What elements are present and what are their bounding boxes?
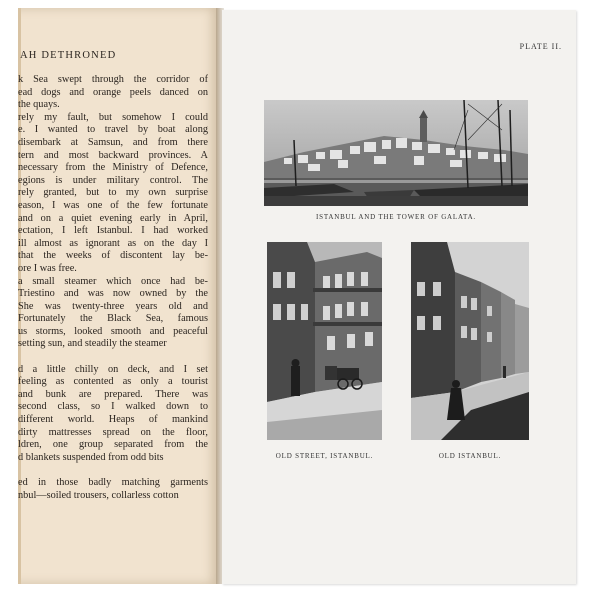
- text-line: ldren, one group separated from the: [18, 439, 208, 451]
- text-line: tern and most backward provinces. A: [18, 149, 208, 161]
- right-page: [222, 10, 576, 584]
- text-line: She was twenty-three years old and: [18, 300, 208, 312]
- text-line: rely my fault, but somehow I could: [18, 111, 208, 123]
- text-line: Triestino and was now owned by the: [18, 288, 208, 300]
- text-line: dirty mattresses spread on the floor,: [18, 426, 208, 438]
- paragraph-gap: [18, 351, 208, 364]
- text-line: feeling as contented as only a tourist: [18, 376, 208, 388]
- text-line: a small steamer which once had be-: [18, 275, 208, 287]
- photo-galata-image: [264, 100, 528, 206]
- text-line: d blankets suspended from odd bits: [18, 451, 164, 463]
- photo-old-istanbul: [411, 242, 529, 440]
- text-line: nbul—soiled trousers, collarless cotton: [18, 489, 179, 501]
- text-line: the quays.: [18, 99, 60, 111]
- text-line: different world. Heaps of mankind: [18, 414, 208, 426]
- caption-galata: ISTANBUL AND THE TOWER OF GALATA.: [316, 213, 476, 221]
- text-line: ill almost as ignorant as on the day I: [18, 237, 208, 249]
- photo-galata-panorama: [264, 100, 528, 206]
- text-line: e. I wanted to travel by boat along: [18, 124, 208, 136]
- text-line: and bunk are prepared. There was: [18, 388, 208, 400]
- text-line: necessary from the Ministry of Defence,: [18, 162, 208, 174]
- text-line: ectation, I left Istanbul. I had worked: [18, 225, 208, 237]
- text-line: d a little chilly on deck, and I set: [18, 363, 208, 375]
- text-line: ore I was free.: [18, 262, 77, 274]
- text-line: ed in those badly matching garments: [18, 477, 208, 488]
- text-line: rely granted, but to my own surprise: [18, 187, 208, 199]
- text-line: egions is under military control. The: [18, 174, 208, 186]
- paragraph-gap: [18, 464, 208, 477]
- text-line: and on a quiet evening early in April,: [18, 212, 208, 224]
- text-line: k Sea swept through the corridor of: [18, 74, 208, 85]
- photo-old-street-image: [267, 242, 382, 440]
- text-line: disembark at Samsun, and from there: [18, 136, 208, 148]
- caption-old-istanbul: OLD ISTANBUL.: [438, 452, 502, 460]
- caption-old-street: OLD STREET, ISTANBUL.: [275, 452, 374, 460]
- text-line: Fortunately the Black Sea, famous: [18, 313, 208, 325]
- plate-label: PLATE II.: [519, 42, 562, 51]
- left-page-body-text: [18, 74, 208, 502]
- left-page: [18, 8, 220, 584]
- text-line: setting sun, and steadily the steamer: [18, 338, 167, 350]
- text-line: us storms, looked smooth and peaceful: [18, 325, 208, 337]
- running-head: AH DETHRONED: [20, 50, 117, 61]
- text-line: eason, I was one of the few fortunate: [18, 199, 208, 211]
- text-line: ead dogs and orange peels danced on: [18, 86, 208, 98]
- text-line: second class, so I walked down to: [18, 401, 208, 413]
- photo-old-istanbul-image: [411, 242, 529, 440]
- text-line: that the weeks of discontent lay be-: [18, 250, 208, 262]
- photo-old-street: [267, 242, 382, 440]
